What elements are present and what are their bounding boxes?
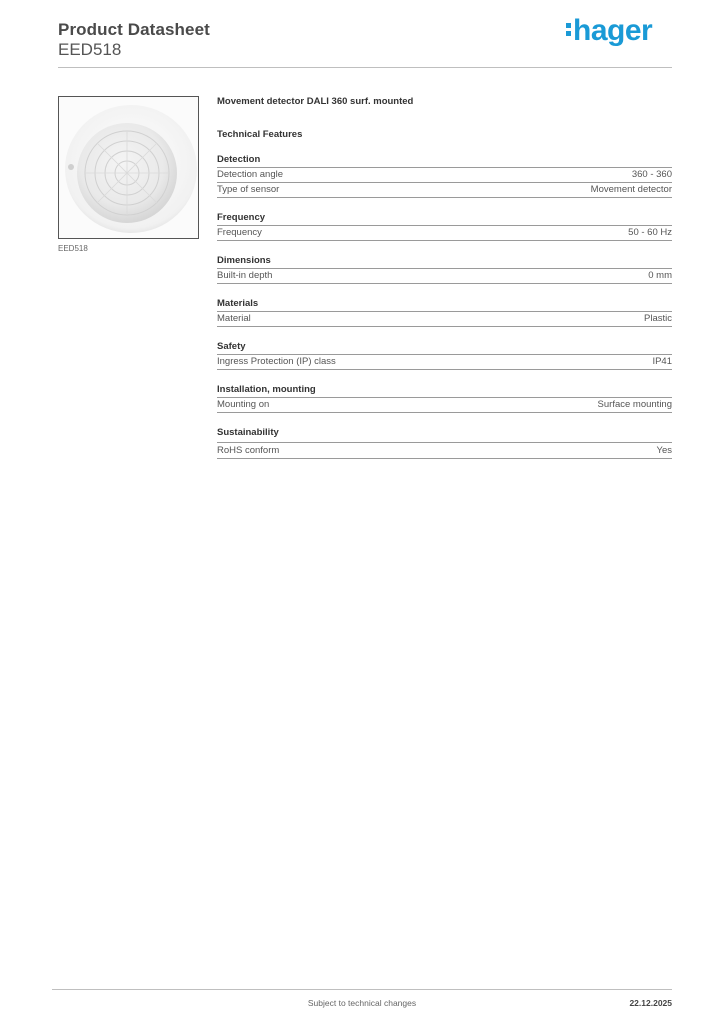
header-divider [58,67,672,68]
spec-label: Type of sensor [217,184,280,195]
section-title: Materials [217,298,672,312]
section-safety [217,341,672,370]
spec-label: Frequency [217,227,262,238]
section-title: Frequency [217,212,672,226]
footer-note: Subject to technical changes [307,998,417,1008]
spec-value: Surface mounting [597,399,672,410]
section-title: Dimensions [217,255,672,269]
spec-value: Movement detector [590,184,672,195]
spec-label: Material [217,313,251,324]
spec-row [217,226,672,241]
spec-row [217,269,672,284]
spec-row [217,443,672,459]
section-frequency [217,212,672,241]
section-sustainability [217,427,672,459]
technical-features-heading: Technical Features [217,129,303,140]
logo-dots-icon [566,20,571,39]
section-title: Detection [217,154,672,168]
logo-text: hager [573,14,653,47]
spec-label: Detection angle [217,169,284,180]
spec-value: Yes [656,445,672,456]
section-dimensions [217,255,672,284]
product-image [58,96,199,239]
spec-row [217,312,672,327]
section-title: Safety [217,341,672,355]
section-materials [217,298,672,327]
spec-value: IP41 [652,356,672,367]
spec-row [217,183,672,198]
product-name: Movement detector DALI 360 surf. mounted [217,96,414,107]
image-caption: EED518 [58,244,88,253]
spec-row [217,398,672,413]
spec-label: Mounting on [217,399,270,410]
spec-value: Plastic [644,313,672,324]
footer-divider [52,989,672,990]
spec-value: 50 - 60 Hz [628,227,672,238]
spec-value: 360 - 360 [631,169,672,180]
spec-label: Ingress Protection (IP) class [217,356,336,367]
document-header [58,20,210,60]
section-title: Sustainability [217,427,672,443]
motion-detector-photo-icon [59,97,198,238]
section-installation [217,384,672,413]
document-title: Product Datasheet [58,20,210,39]
product-code: EED518 [58,40,122,59]
spec-row [217,168,672,183]
hager-logo [566,14,652,48]
footer-date: 22.12.2025 [629,998,672,1008]
spec-value: 0 mm [648,270,672,281]
technical-content [217,96,672,459]
spec-label: RoHS conform [217,445,280,456]
spec-row [217,355,672,370]
section-title: Installation, mounting [217,384,672,398]
spec-label: Built-in depth [217,270,273,281]
section-detection [217,154,672,198]
